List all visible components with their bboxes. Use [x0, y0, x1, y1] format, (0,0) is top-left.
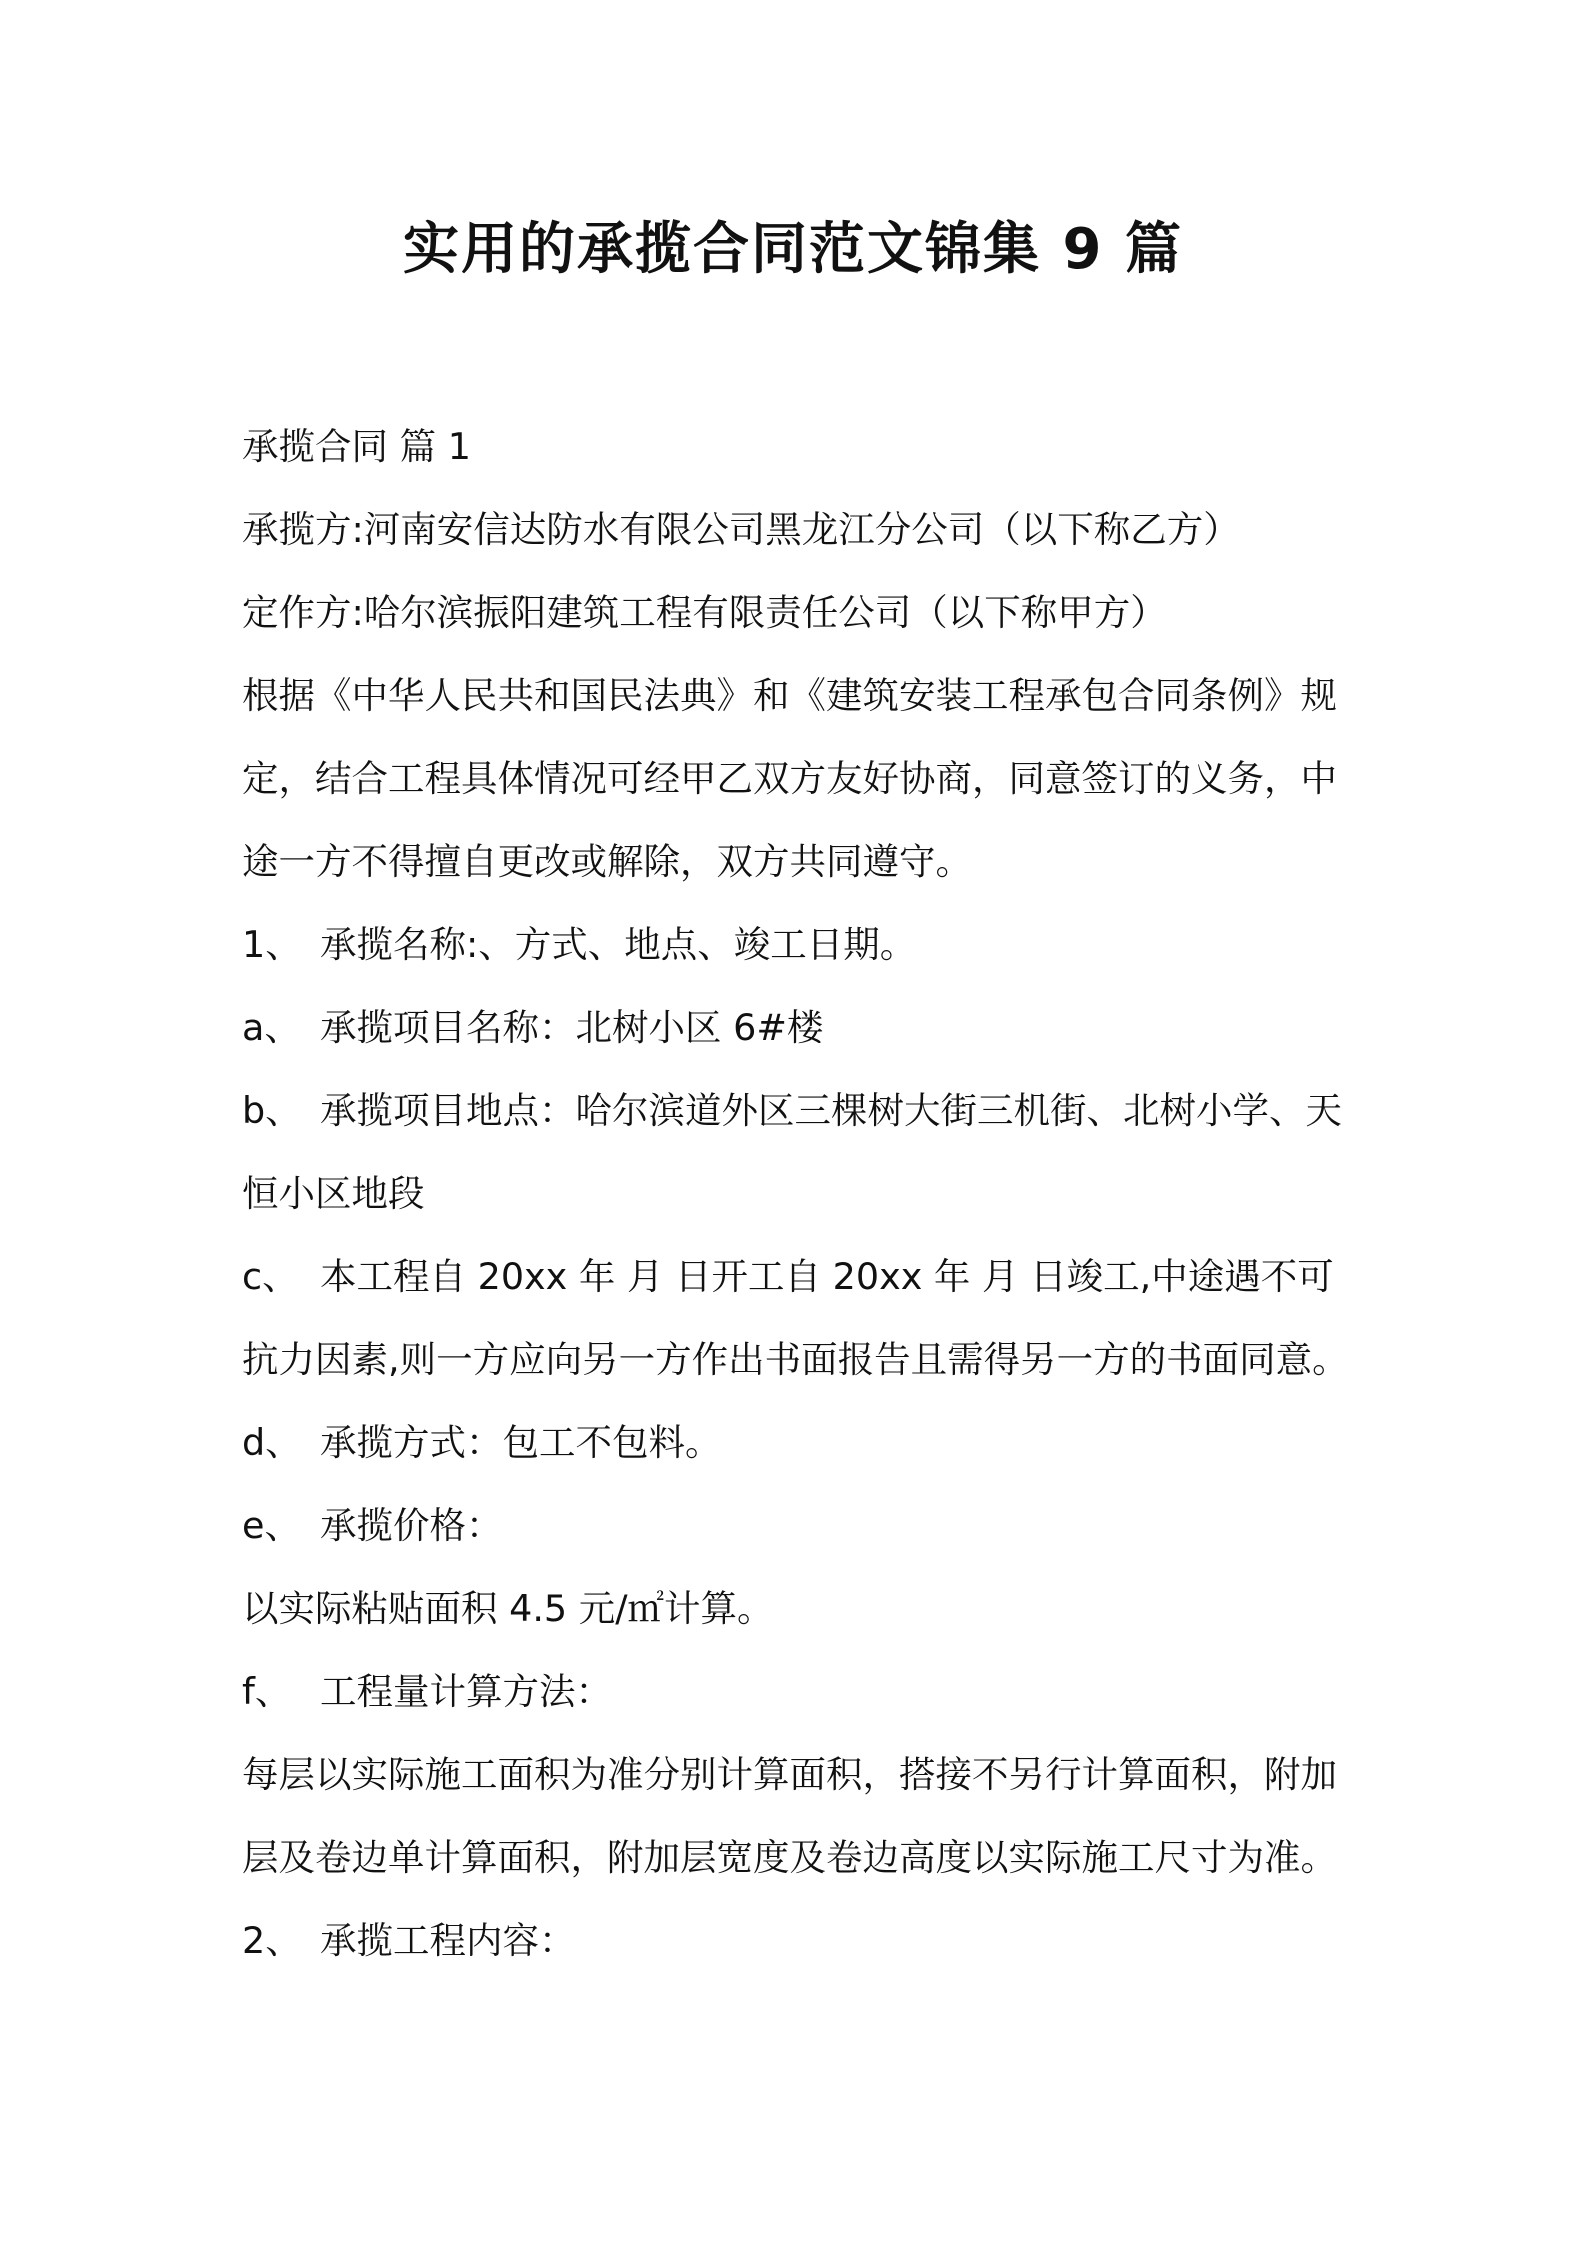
- price-line: 以实际粘贴面积 4.5 元/㎡计算。: [242, 1587, 774, 1630]
- intro-line-1: 根据《中华人民共和国民法典》和《建筑安装工程承包合同条例》规: [242, 674, 1337, 717]
- item-e: [242, 1484, 1362, 1567]
- item-d-text: 承揽方式：包工不包料。: [320, 1421, 722, 1464]
- item-a-text: 承揽项目名称：北树小区 6#楼: [320, 1006, 824, 1049]
- item-e-marker: e、: [242, 1504, 301, 1547]
- item-c: [242, 1235, 1362, 1318]
- item-b-marker: b、: [242, 1089, 302, 1132]
- clause-1-marker: 1、: [242, 923, 302, 966]
- item-f-marker: f、: [242, 1670, 292, 1713]
- item-b-text: 承揽项目地点：哈尔滨道外区三棵树大街三机街、北树小学、天: [320, 1089, 1342, 1132]
- intro-line-3: 途一方不得擅自更改或解除，双方共同遵守。: [242, 840, 972, 883]
- item-f: [242, 1650, 1362, 1733]
- item-e-text: 承揽价格：: [320, 1504, 503, 1547]
- item-c-continuation: 抗力因素,则一方应向另一方作出书面报告且需得另一方的书面同意。: [242, 1338, 1349, 1381]
- calc-line-2: 层及卷边单计算面积，附加层宽度及卷边高度以实际施工尺寸为准。: [242, 1836, 1337, 1879]
- section-heading: 承揽合同 篇 1: [242, 425, 471, 468]
- item-d-marker: d、: [242, 1421, 302, 1464]
- contractor-line: 承揽方:河南安信达防水有限公司黑龙江分公司（以下称乙方）: [242, 508, 1240, 551]
- intro-line-2: 定，结合工程具体情况可经甲乙双方友好协商，同意签订的义务，中: [242, 757, 1337, 800]
- client-line: 定作方:哈尔滨振阳建筑工程有限责任公司（以下称甲方）: [242, 591, 1167, 634]
- item-c-text: 本工程自 20xx 年 月 日开工自 20xx 年 月 日竣工,中途遇不可: [320, 1255, 1334, 1298]
- clause-1-text: 承揽名称:、方式、地点、竣工日期。: [320, 923, 917, 966]
- document-body: [242, 405, 1362, 1982]
- item-f-text: 工程量计算方法：: [320, 1670, 612, 1713]
- clause-2-marker: 2、: [242, 1919, 302, 1962]
- item-c-marker: c、: [242, 1255, 299, 1298]
- clause-2: [242, 1899, 1362, 1982]
- item-b-continuation: 恒小区地段: [242, 1172, 425, 1215]
- calc-line-1: 每层以实际施工面积为准分别计算面积，搭接不另行计算面积，附加: [242, 1753, 1337, 1796]
- item-a: [242, 986, 1362, 1069]
- document-title: 实用的承揽合同范文锦集 9 篇: [403, 217, 1183, 282]
- clause-2-text: 承揽工程内容：: [320, 1919, 576, 1962]
- clause-1: [242, 903, 1362, 986]
- item-a-marker: a、: [242, 1006, 301, 1049]
- item-b: [242, 1069, 1362, 1152]
- item-d: [242, 1401, 1362, 1484]
